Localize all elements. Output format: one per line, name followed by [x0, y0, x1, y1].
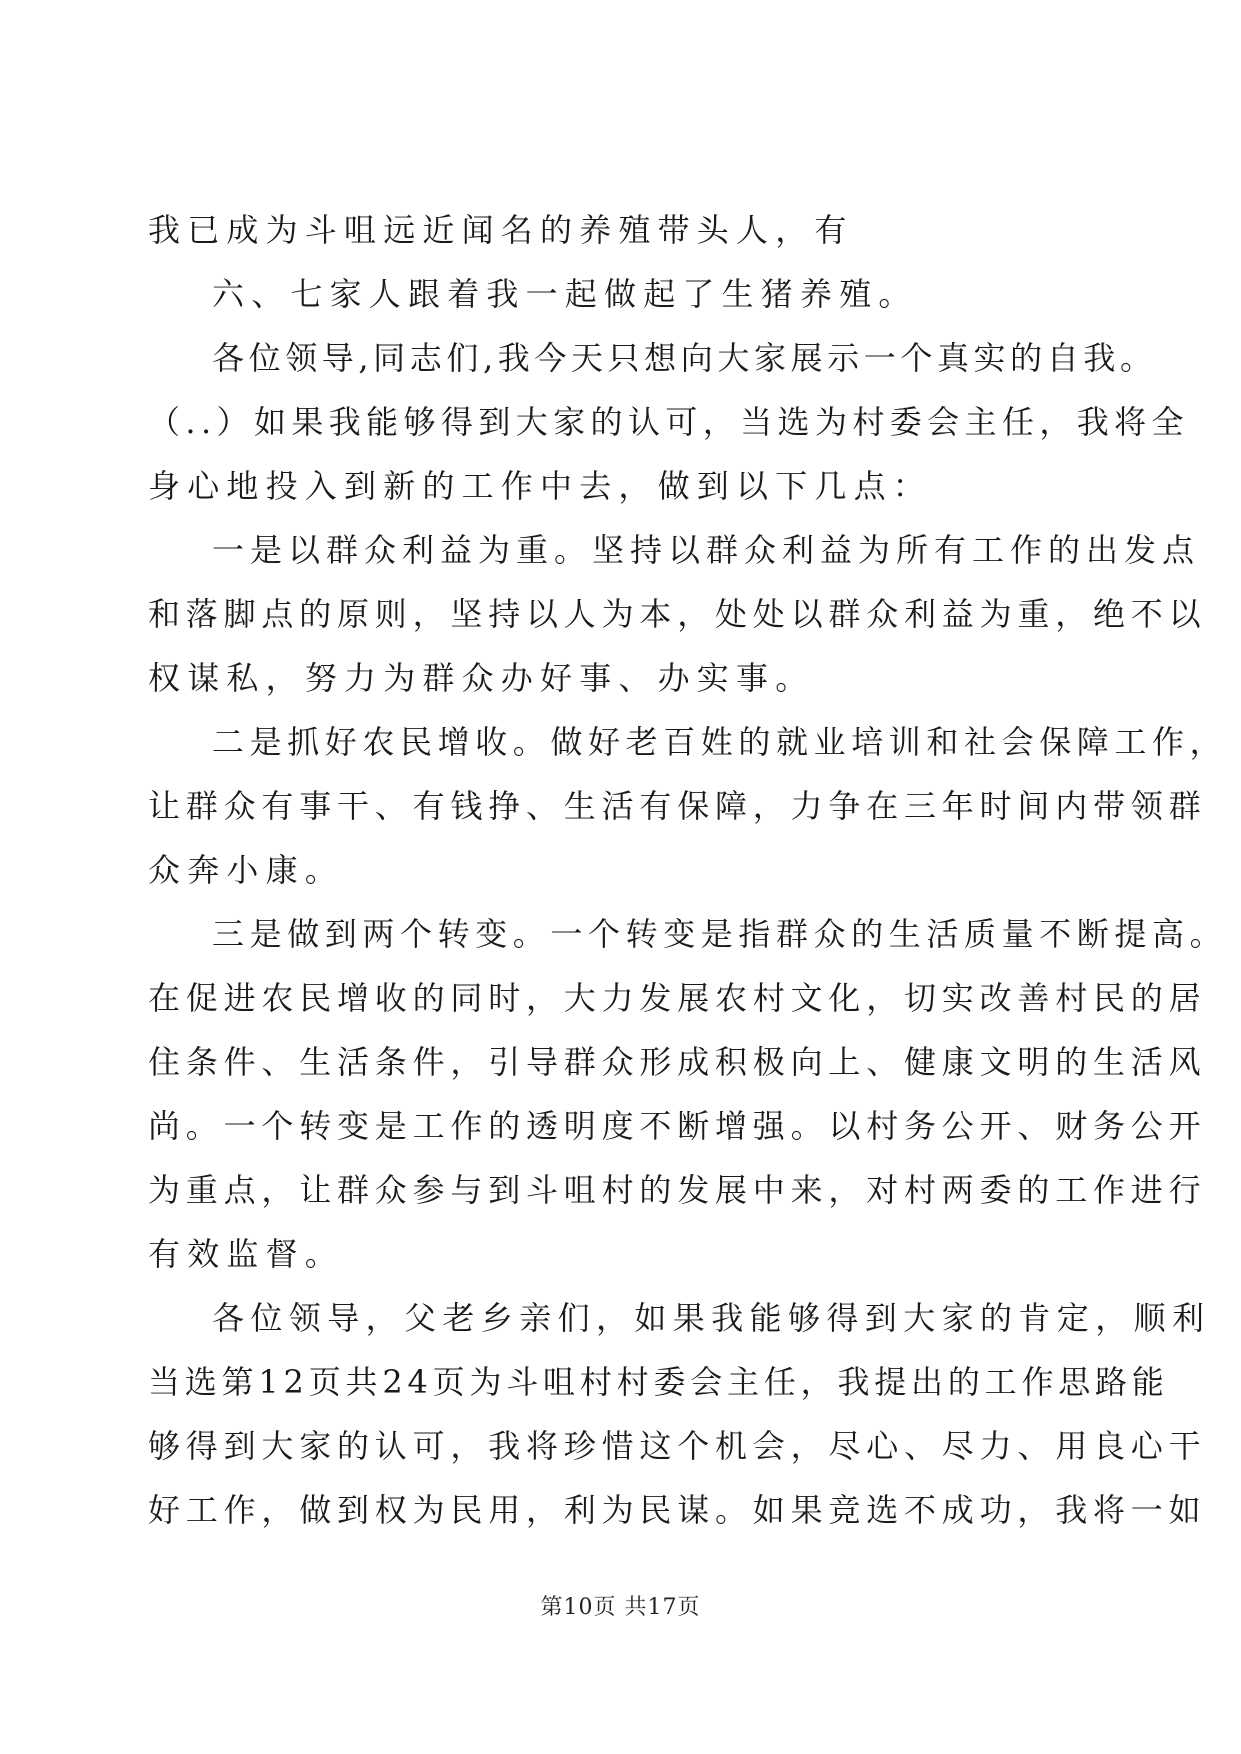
body-text-line: 各位领导，父老乡亲们，如果我能够得到大家的肯定，顺利	[212, 1299, 1211, 1337]
body-text-line: 尚。一个转变是工作的透明度不断增强。以村务公开、财务公开	[148, 1107, 1207, 1145]
body-text-line: 三是做到两个转变。一个转变是指群众的生活质量不断提高。	[212, 915, 1228, 953]
body-text-line: 一是以群众利益为重。坚持以群众利益为所有工作的出发点	[212, 531, 1201, 569]
body-text-line: 我已成为斗咀远近闻名的养殖带头人，有	[148, 211, 854, 249]
body-text-line: 让群众有事干、有钱挣、生活有保障，力争在三年时间内带领群	[148, 787, 1207, 825]
body-text-line: 好工作，做到权为民用，利为民谋。如果竞选不成功，我将一如	[148, 1491, 1207, 1529]
body-text-line: 在促进农民增收的同时，大力发展农村文化，切实改善村民的居	[148, 979, 1207, 1017]
body-text-line: 和落脚点的原则，坚持以人为本，处处以群众利益为重，绝不以	[148, 595, 1207, 633]
body-text-line: 各位领导,同志们,我今天只想向大家展示一个真实的自我。	[212, 339, 1157, 377]
body-text-line: （..）如果我能够得到大家的认可，当选为村委会主任，我将全	[148, 403, 1189, 441]
body-text-line: 身心地投入到新的工作中去，做到以下几点：	[148, 467, 933, 505]
body-text-line: 有效监督。	[148, 1235, 345, 1273]
page-number-footer: 第10页 共17页	[540, 1595, 701, 1620]
body-text-line: 住条件、生活条件，引导群众形成积极向上、健康文明的生活风	[148, 1043, 1207, 1081]
body-text-line: 六、七家人跟着我一起做起了生猪养殖。	[212, 275, 918, 313]
body-text-line: 二是抓好农民增收。做好老百姓的就业培训和社会保障工作，	[212, 723, 1228, 761]
body-text-line: 够得到大家的认可，我将珍惜这个机会，尽心、尽力、用良心干	[148, 1427, 1207, 1465]
body-text-line: 权谋私，努力为群众办好事、办实事。	[148, 659, 815, 697]
body-text-line: 众奔小康。	[148, 851, 345, 889]
body-text-line: 当选第12页共24页为斗咀村村委会主任，我提出的工作思路能	[148, 1363, 1169, 1401]
body-text-line: 为重点，让群众参与到斗咀村的发展中来，对村两委的工作进行	[148, 1171, 1207, 1209]
